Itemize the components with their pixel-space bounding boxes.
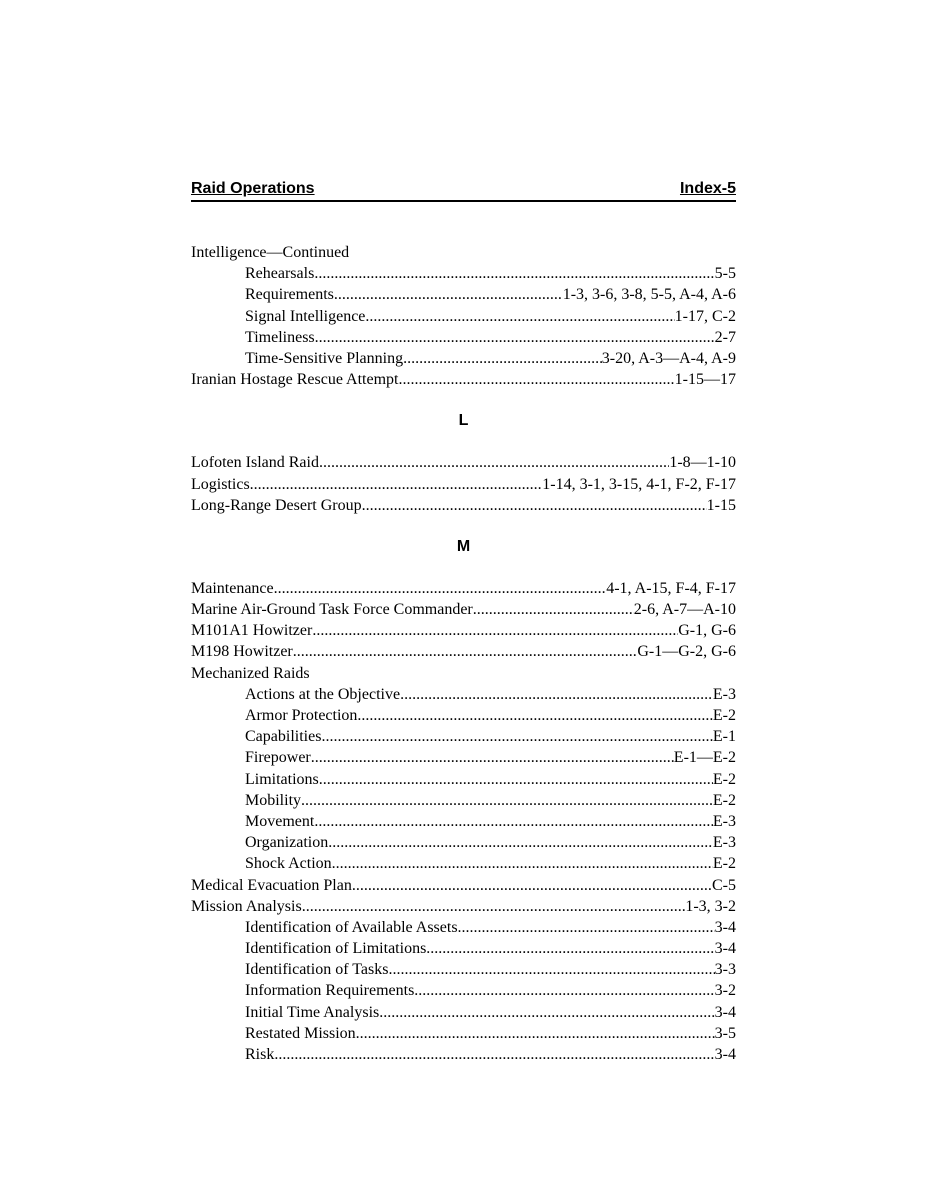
entry-pages: E-3 xyxy=(712,812,736,830)
index-subentry xyxy=(191,348,736,369)
dot-leader xyxy=(293,641,638,662)
entry-label: Lofoten Island Raid xyxy=(191,454,319,472)
index-subentry xyxy=(191,726,736,747)
dot-leader xyxy=(388,959,714,980)
dot-leader xyxy=(332,853,713,874)
entry-pages: 3-5 xyxy=(714,1024,736,1042)
entry-label: Time-Sensitive Planning xyxy=(245,349,404,367)
index-entry xyxy=(191,474,736,495)
entry-label: Long-Range Desert Group xyxy=(191,496,362,514)
entry-pages: E-1 xyxy=(712,728,736,746)
dot-leader xyxy=(328,832,713,853)
dot-leader xyxy=(414,980,714,1001)
index-subentry xyxy=(191,917,736,938)
index-subentry xyxy=(191,790,736,811)
index-subentry xyxy=(191,853,736,874)
entry-pages: E-2 xyxy=(712,791,736,809)
dot-leader xyxy=(356,1023,715,1044)
index-entry xyxy=(191,896,736,917)
entry-label: Mission Analysis xyxy=(191,897,302,915)
index-subentry xyxy=(191,306,736,327)
entry-label: Identification of Tasks xyxy=(245,961,389,979)
index-subentry xyxy=(191,1044,736,1065)
entry-label: Identification of Available Assets xyxy=(245,918,458,936)
entry-pages: 3-20, A-3—A-4, A-9 xyxy=(601,349,736,367)
entry-label: Iranian Hostage Rescue Attempt xyxy=(191,371,399,389)
dot-leader xyxy=(357,705,712,726)
entry-pages: C-5 xyxy=(712,876,736,894)
entry-label: Identification of Limitations xyxy=(245,940,427,958)
entry-label: Intelligence—Continued xyxy=(191,244,350,261)
entry-label: M101A1 Howitzer xyxy=(191,622,313,640)
dot-leader xyxy=(334,284,563,305)
entry-pages: 3-2 xyxy=(714,982,736,1000)
dot-leader xyxy=(362,495,707,516)
index-entry xyxy=(191,599,736,620)
entry-pages: 3-4 xyxy=(714,1003,736,1021)
dot-leader xyxy=(311,747,674,768)
dot-leader xyxy=(314,811,713,832)
index-subentry xyxy=(191,684,736,705)
entry-label: Requirements xyxy=(245,286,334,304)
entry-label: Restated Mission xyxy=(245,1024,356,1042)
entry-pages: 1-3, 3-2 xyxy=(685,897,736,915)
index-entry xyxy=(191,452,736,473)
entry-label: Movement xyxy=(245,812,315,830)
entry-label: Organization xyxy=(245,834,329,852)
entry-pages: 3-3 xyxy=(714,961,736,979)
index-subentry xyxy=(191,832,736,853)
index-subentry xyxy=(191,747,736,768)
page-number: Index-5 xyxy=(679,180,736,197)
entry-pages: E-3 xyxy=(712,685,736,703)
entry-label: Maintenance xyxy=(191,579,274,597)
index-subentry xyxy=(191,705,736,726)
dot-leader xyxy=(315,327,715,348)
entry-pages: E-3 xyxy=(712,834,736,852)
dot-leader xyxy=(473,599,634,620)
entry-label: Firepower xyxy=(245,749,311,767)
entry-label: Mechanized Raids xyxy=(191,664,310,682)
entry-pages: 2-7 xyxy=(714,328,736,346)
dot-leader xyxy=(274,1044,714,1065)
index-subentry xyxy=(191,327,736,348)
index-entry xyxy=(191,578,736,599)
entry-pages: E-1—E-2 xyxy=(673,749,736,767)
section-letter-m: M xyxy=(456,537,471,555)
entry-pages: 1-17, C-2 xyxy=(674,307,736,325)
entry-label: Medical Evacuation Plan xyxy=(191,876,352,894)
dot-leader xyxy=(379,1002,714,1023)
dot-leader xyxy=(319,769,713,790)
entry-label: Signal Intelligence xyxy=(245,307,366,325)
entry-label: Rehearsals xyxy=(245,265,315,283)
index-subentry xyxy=(191,938,736,959)
index-heading-mechanized-raids xyxy=(191,663,736,684)
dot-leader xyxy=(314,263,714,284)
running-header xyxy=(191,178,736,202)
entry-label: M198 Howitzer xyxy=(191,643,293,661)
entry-pages: G-1—G-2, G-6 xyxy=(637,643,736,661)
entry-pages: 1-8—1-10 xyxy=(669,454,736,472)
entry-label: Marine Air-Ground Task Force Commander xyxy=(191,601,473,619)
index-subentry xyxy=(191,1002,736,1023)
index-subentry xyxy=(191,769,736,790)
entry-label: Information Requirements xyxy=(245,982,415,1000)
entry-pages: 2-6, A-7—A-10 xyxy=(633,601,736,619)
entry-label: Shock Action xyxy=(245,855,332,873)
entry-pages: E-2 xyxy=(712,770,736,788)
dot-leader xyxy=(274,578,607,599)
index-entry xyxy=(191,875,736,896)
index-entry xyxy=(191,369,736,390)
entry-label: Initial Time Analysis xyxy=(245,1003,380,1021)
entry-label: Actions at the Objective xyxy=(245,685,401,703)
dot-leader xyxy=(319,452,669,473)
index-listing xyxy=(191,242,736,1065)
index-subentry xyxy=(191,263,736,284)
entry-label: Capabilities xyxy=(245,728,322,746)
entry-label: Limitations xyxy=(245,770,319,788)
dot-leader xyxy=(458,917,715,938)
dot-leader xyxy=(301,790,713,811)
dot-leader xyxy=(250,474,543,495)
dot-leader xyxy=(352,875,712,896)
index-heading-intelligence-continued xyxy=(191,242,736,263)
index-subentry xyxy=(191,284,736,305)
dot-leader xyxy=(302,896,686,917)
index-subentry xyxy=(191,1023,736,1044)
entry-pages: 3-4 xyxy=(714,1046,736,1063)
entry-pages: 3-4 xyxy=(714,940,736,958)
entry-label: Logistics xyxy=(191,475,250,493)
entry-pages: G-1, G-6 xyxy=(678,622,736,640)
entry-pages: 5-5 xyxy=(714,265,736,283)
entry-pages: E-2 xyxy=(712,707,736,724)
index-subentry xyxy=(191,811,736,832)
entry-label: Risk xyxy=(245,1046,275,1063)
entry-pages: E-2 xyxy=(712,855,736,873)
dot-leader xyxy=(312,620,678,641)
dot-leader xyxy=(321,726,712,747)
index-subentry xyxy=(191,959,736,980)
section-letter-l: L xyxy=(458,412,469,430)
dot-leader xyxy=(426,938,714,959)
document-title: Raid Operations xyxy=(191,180,315,197)
entry-pages: 1-14, 3-1, 3-15, 4-1, F-2, F-17 xyxy=(542,475,736,493)
index-entry xyxy=(191,620,736,641)
entry-pages: 1-3, 3-6, 3-8, 5-5, A-4, A-6 xyxy=(562,286,736,304)
entry-pages: 4-1, A-15, F-4, F-17 xyxy=(606,579,736,597)
entry-label: Armor Protection xyxy=(245,707,358,724)
entry-pages: 1-15—17 xyxy=(674,371,736,389)
dot-leader xyxy=(403,348,602,369)
index-subentry xyxy=(191,980,736,1001)
entry-pages: 1-15 xyxy=(706,496,736,514)
entry-pages: 3-4 xyxy=(714,918,736,936)
dot-leader xyxy=(365,306,674,327)
index-entry xyxy=(191,495,736,516)
dot-leader xyxy=(400,684,713,705)
entry-label: Mobility xyxy=(245,791,302,809)
index-entry xyxy=(191,641,736,662)
entry-label: Timeliness xyxy=(245,328,315,346)
dot-leader xyxy=(399,369,675,390)
